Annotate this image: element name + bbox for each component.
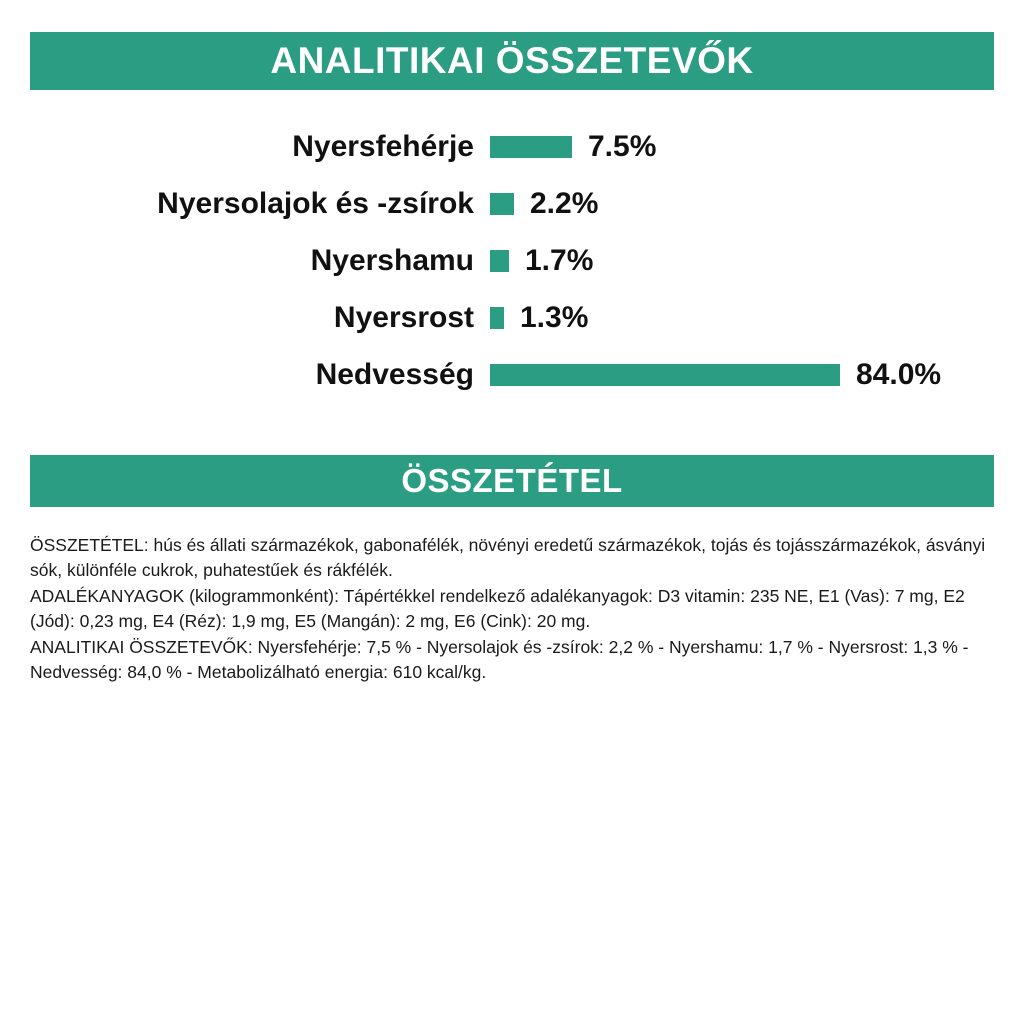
chart-row-label: Nyershamu [310, 243, 474, 277]
chart-bar [490, 307, 504, 329]
chart-bar [490, 250, 509, 272]
chart-bar-wrap [490, 289, 994, 346]
chart-bar [490, 364, 840, 386]
analytical-constituents-chart [30, 118, 994, 403]
chart-row-label: Nyersfehérje [292, 129, 474, 163]
chart-bar-value: 2.2% [530, 186, 599, 220]
chart-row-label: Nyersolajok és -zsírok [157, 186, 474, 220]
chart-bar-wrap [490, 232, 994, 289]
chart-row [30, 289, 994, 346]
chart-bar-value: 1.3% [520, 300, 589, 334]
composition-line: ÖSSZETÉTEL: hús és állati származékok, gabonafélék, növényi eredetű származékok, tojás és tojásszármazékok, ásványi sók, különféle cukrok, puhatestűek és rákfélék. [30, 535, 986, 581]
chart-row [30, 175, 994, 232]
chart-row-label: Nyersrost [333, 300, 474, 334]
chart-bar-wrap [490, 346, 994, 403]
chart-bar-wrap [490, 118, 994, 175]
chart-row-label: Nedvesség [315, 357, 474, 391]
chart-bar-wrap [490, 175, 994, 232]
chart-row [30, 232, 994, 289]
composition-line: ADALÉKANYAGOK (kilogrammonként): Tápértékkel rendelkező adalékanyagok: D3 vitamin: 235 NE, E1 (Vas): 7 mg, E2 (Jód): 0,23 mg, E4 (Réz): 1,9 mg, E5 (Mangán): 2 mg, E6 (Cink): 20 mg. [30, 585, 965, 632]
chart-row [30, 118, 994, 175]
composition-text-block [30, 533, 994, 685]
chart-bar [490, 136, 572, 158]
chart-bar-value: 7.5% [588, 129, 657, 163]
chart-bar-value: 1.7% [525, 243, 594, 277]
chart-bar-value: 84.0% [856, 357, 942, 391]
chart-row [30, 346, 994, 403]
composition-line: ANALITIKAI ÖSSZETEVŐK: Nyersfehérje: 7,5 % - Nyersolajok és -zsírok: 2,2 % - Nyershamu: 1,7 % - Nyersrost: 1,3 % - Nedvesség: 84,0 % - Metabolizálható energia: 610 kcal/kg. [30, 636, 969, 682]
composition-header: ÖSSZETÉTEL [30, 455, 994, 507]
analytical-constituents-header: ANALITIKAI ÖSSZETEVŐK [30, 32, 994, 90]
chart-bar [490, 193, 514, 215]
